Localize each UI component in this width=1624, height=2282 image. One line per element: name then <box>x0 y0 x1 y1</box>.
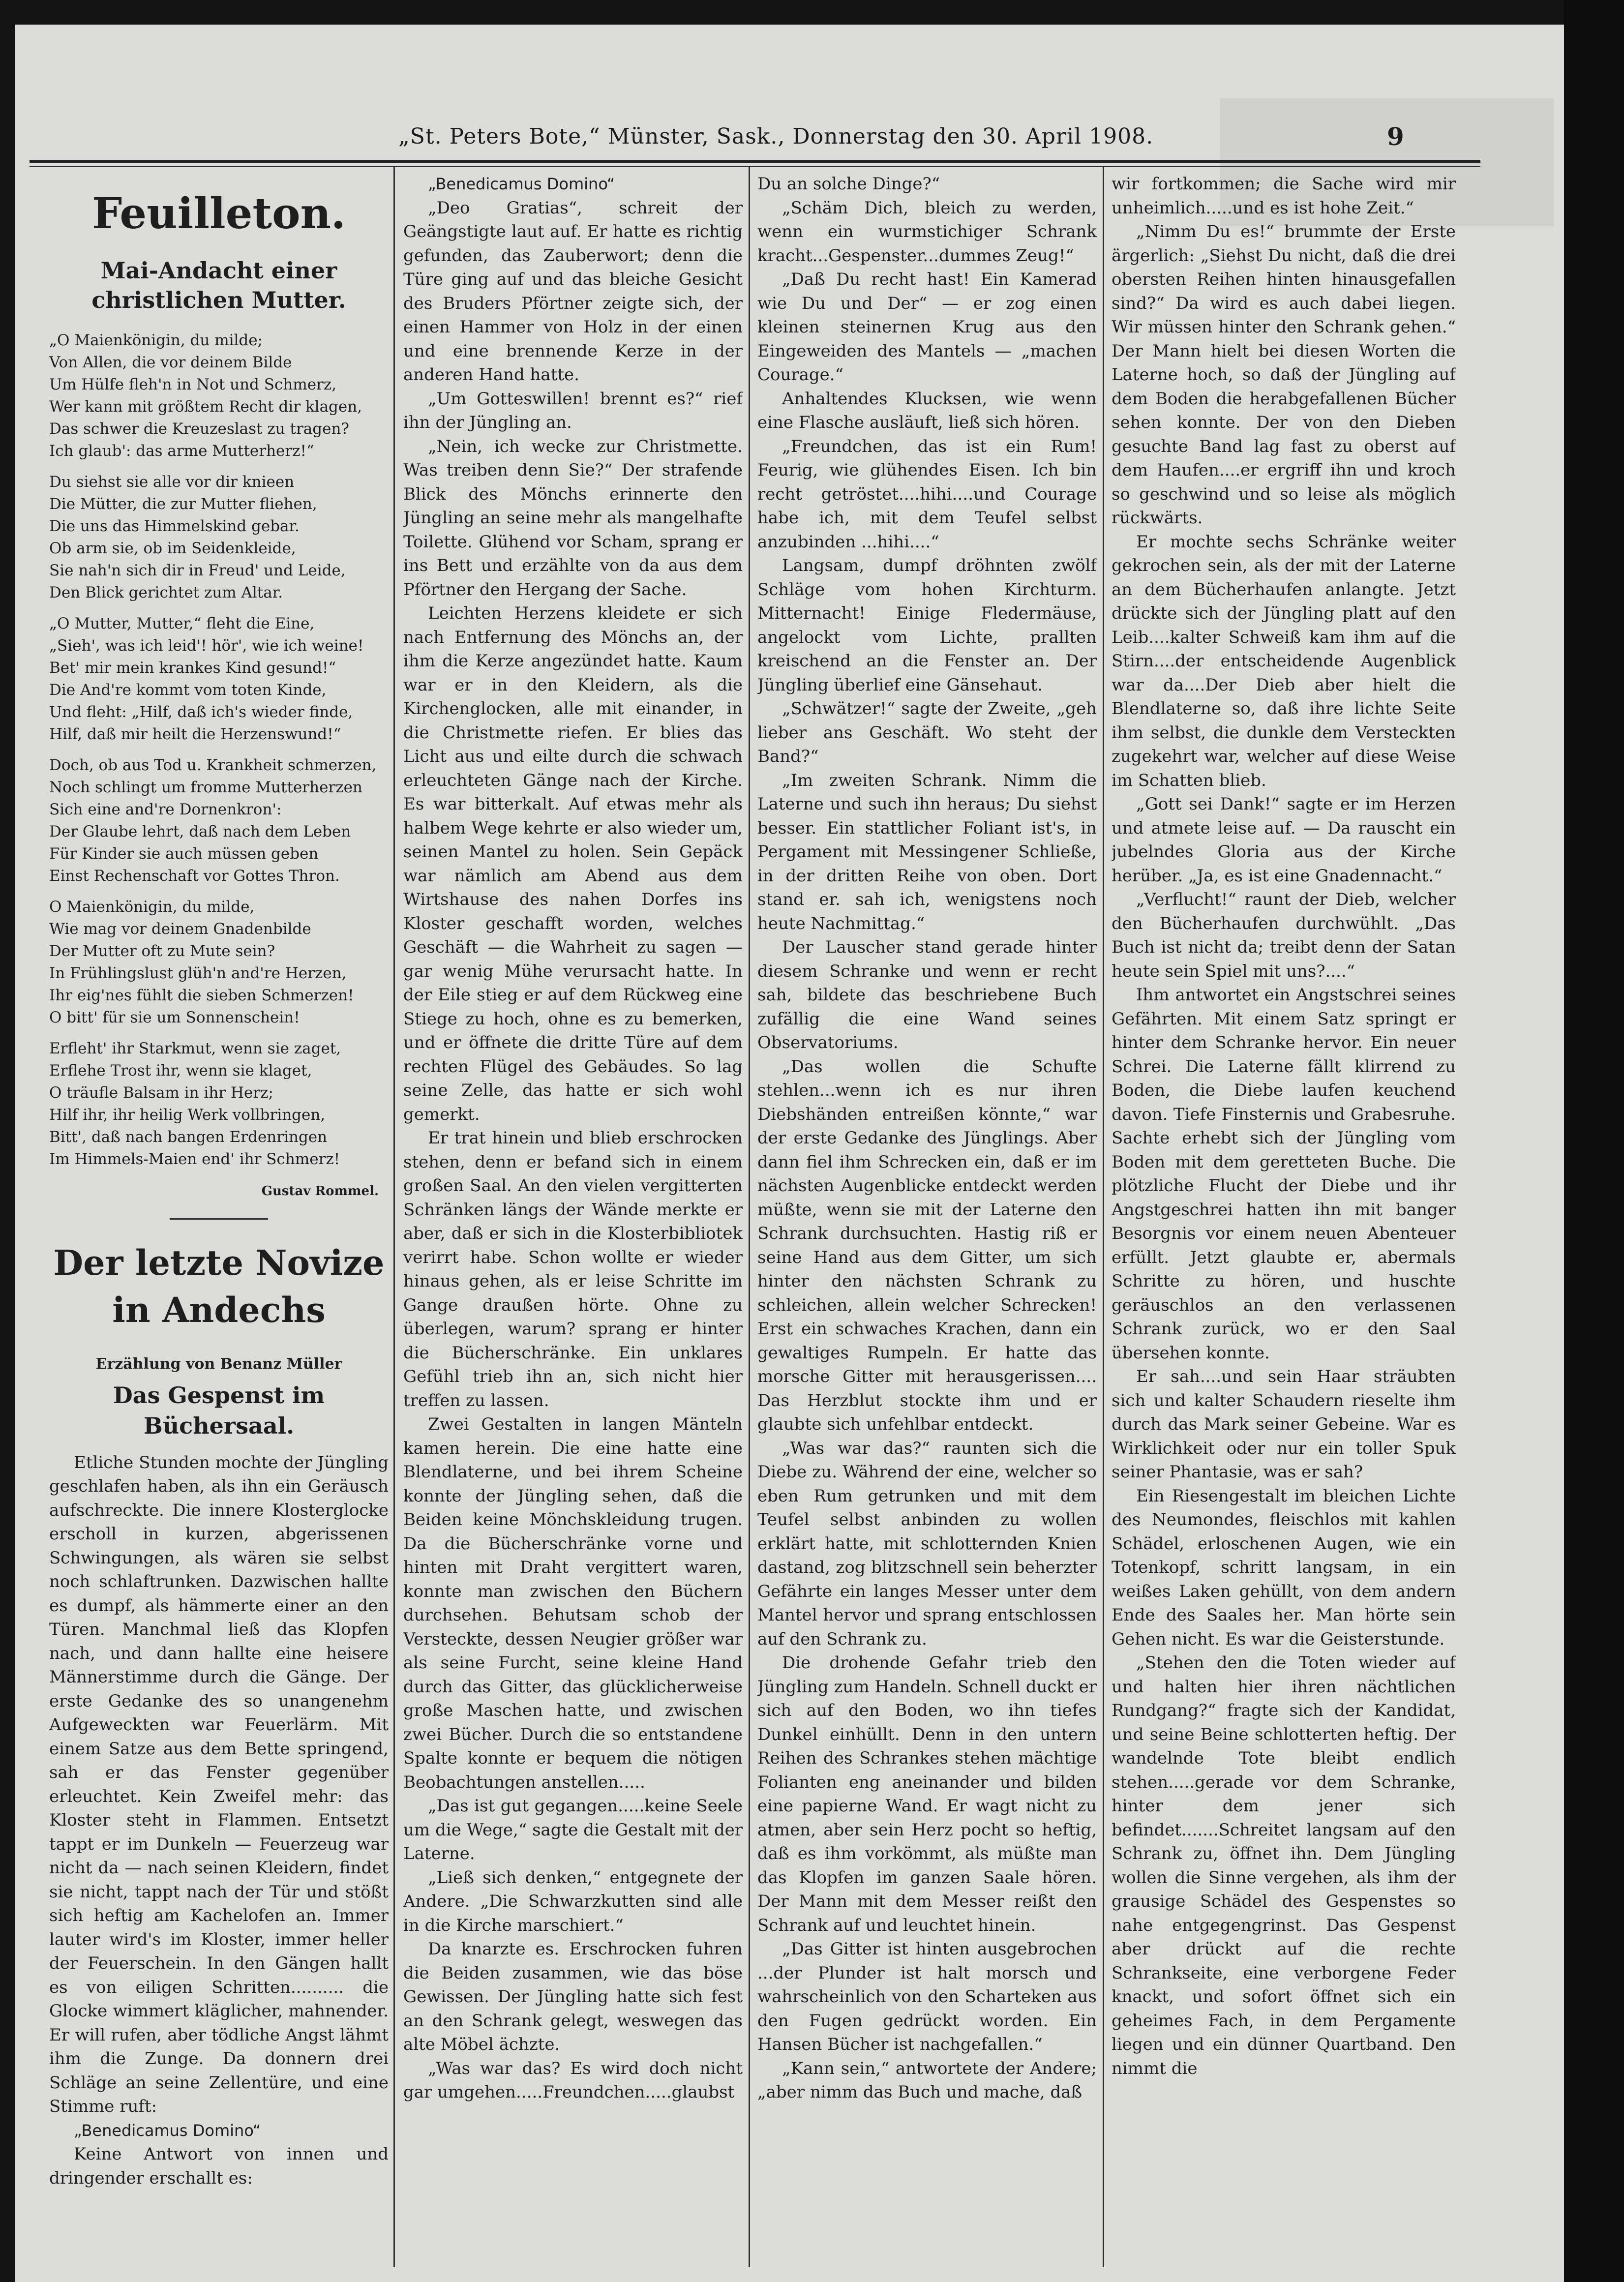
paragraph: Langsam, dumpf dröhnten zwölf Schläge vom hohen Kirchturm. Mitternacht! Einige Fledermäuse, angelockt vom Lichte, prallten kreischend an die Fenster an. Der Jüngling überlief eine Gänsehaut. <box>757 556 1097 695</box>
poem-line: Und fleht: „Hilf, daß ich's wieder finde, <box>49 703 353 721</box>
poem-stanza <box>49 754 389 887</box>
poem-line: Noch schlingt um fromme Mutterherzen <box>49 779 362 796</box>
section-divider <box>170 1218 268 1220</box>
paragraph: Der Lauscher stand gerade hinter diesem Schranke und wenn er recht sah, bildete das beschriebene Buch zufällig die eine Wand seines Observatoriums. <box>757 937 1097 1052</box>
poem-line: Sie nah'n sich dir in Freud' und Leide, <box>49 562 346 579</box>
poem-line: Ihr eig'nes fühlt die sieben Schmerzen! <box>49 987 354 1004</box>
feuilleton-heading: Feuilleton. <box>92 189 346 239</box>
poem-line: Einst Rechenschaft vor Gottes Thron. <box>49 867 340 885</box>
poem-line: Von Allen, die vor deinem Bilde <box>49 354 292 371</box>
paragraph: „Das ist gut gegangen.....keine Seele um die Wege,“ sagte die Gestalt mit der Laterne. <box>403 1796 743 1863</box>
paragraph: „Nein, ich wecke zur Christmette. Was treiben denn Sie?“ Der strafende Blick des Mönchs erinnerte den Jüngling an seine mehr als mangelhafte Toilette. Glühend vor Scham, sprang er ins Bett und erzählte von da aus dem Pförtner den Hergang der Sache. <box>403 436 743 600</box>
poem-line: Hilf, daß mir heilt die Herzenswund!“ <box>49 725 341 743</box>
paragraph: „Kann sein,“ antwortete der Andere; „aber nimm das Buch und mache, daß <box>757 2058 1097 2102</box>
column-1 <box>49 172 389 2267</box>
running-header <box>15 113 1564 157</box>
column-2 <box>403 172 743 2267</box>
poem-line: Die uns das Himmelskind gebar. <box>49 517 300 535</box>
paragraph: „Stehen den die Toten wieder auf und halten hier ihren nächtlichen Rundgang?“ fragte sich der Kandidat, und seine Beine schlotterten heftig. Der wandelnde Tote bleibt endlich stehen.....gerade vor dem Schranke, hinter dem jener sich befindet.......Schreitet langsam auf den Schrank zu, öffnet ihn. Dem Jüngling wollen die Sinne vergehen, als ihm der grausige Schädel des Gespenstes so nahe entgegengrinst. Das Gespenst aber drückt auf die rechte Schrankseite, eine verborgene Feder knackt, und sofort öffnet sich ein geheimes Fach, in dem Pergamente liegen und ein dünner Quartband. Den nimmt die <box>1112 1653 1456 2078</box>
poem-stanza <box>49 1038 389 1171</box>
poem-line: O Maienkönigin, du milde, <box>49 898 255 916</box>
column-1-text <box>49 1451 389 2191</box>
paragraph: Anhaltendes Klucksen, wie wenn eine Flasche ausläuft, ließ sich hören. <box>757 389 1097 432</box>
poem-line: Hilf ihr, ihr heilig Werk vollbringen, <box>49 1106 326 1124</box>
paragraph: „Ließ sich denken,“ entgegnete der Andere. „Die Schwarzkutten sind alle in die Kirche marschiert.“ <box>403 1867 743 1935</box>
story-title <box>49 1239 389 1334</box>
story-title-line-1: Der letzte Novize <box>53 1242 385 1283</box>
poem-line: O bitt' für sie um Sonnenschein! <box>49 1009 300 1026</box>
poem-stanza <box>49 896 389 1029</box>
paragraph: „Verflucht!“ raunt der Dieb, welcher den Bücherhaufen durchwühlt. „Das Buch ist nicht da; treibt denn der Satan heute sein Spiel mit uns?....“ <box>1112 890 1456 981</box>
poem-line: Ob arm sie, ob im Seidenkleide, <box>49 540 296 557</box>
header-text: „St. Peters Bote,“ Münster, Sask., Donnerstag den 30. April 1908. <box>398 124 1154 149</box>
paragraph: Ein Riesengestalt im bleichen Lichte des Neumondes, fleischlos mit kahlen Schädel, erloschenen Augen, wie ein Totenkopf, schritt langsam, in ein weißes Laken gehüllt, von dem andern Ende des Saales her. Man hörte sein Gehen nicht. Es war die Geisterstunde. <box>1112 1486 1456 1649</box>
paragraph: „Was war das? Es wird doch nicht gar umgehen.....Freundchen.....glaubst <box>403 2058 743 2102</box>
paragraph: Du an solche Dinge?“ <box>757 174 940 194</box>
paragraph: „Nimm Du es!“ brummte der Erste ärgerlich: „Siehst Du nicht, daß die drei obersten Reihen hinten hinausgefallen sind?“ Da wird es auch dabei liegen. Wir müssen hinter den Schrank gehen.“ Der Mann hielt bei diesen Worten die Laterne hoch, so daß der Jüngling auf dem Boden die herabgefallenen Bücher sehen konnte. Der von den Dieben gesuchte Band lag fast zu oberst auf dem Haufen....er ergriff ihn und kroch so geschwind und so leise als möglich rückwärts. <box>1112 222 1456 528</box>
poem-stanza <box>49 471 389 604</box>
paragraph: Leichten Herzens kleidete er sich nach Entfernung des Mönchs an, der ihm die Kerze angezündet hatte. Kaum war er in den Kleidern, als die Kirchenglocken, alle mit einander, in die Christmette riefen. Er blies das Licht aus und eilte durch die schwach erleuchteten Gänge nach der Kirche. Es war bitterkalt. Auf etwas mehr als halbem Wege kehrte er also wieder um, seinen Mantel zu holen. Sein Gepäck war nämlich am Abend aus dem Wirtshause des nahen Dorfes ins Kloster geschafft worden, welches Geschäft — die Wahrheit zu sagen — gar wenig Mühe verursacht hatte. In der Eile stieg er auf dem Rückweg eine Stiege zu hoch, ohne es zu bemerken, und er öffnete die dritte Türe auf dem rechten Flügel des Gebäudes. So lag seine Zelle, das hatte er sich wohl gemerkt. <box>403 603 743 1124</box>
poem-line: Erflehe Trost ihr, wenn sie klaget, <box>49 1062 312 1080</box>
header-rule <box>30 160 1480 163</box>
poem-line: Das schwer die Kreuzeslast zu tragen? <box>49 420 350 438</box>
column-rule <box>393 167 395 2267</box>
poem-author: Gustav Rommel. <box>261 1184 379 1199</box>
paragraph: „Benedicamus Domino“ <box>428 175 615 193</box>
paragraph: „Das Gitter ist hinten ausgebrochen ...der Plunder ist halt morsch und wahrscheinlich von den Scharteken aus den Fugen gedrückt worden. Ein Hansen Bücher ist nachgefallen.“ <box>757 1939 1097 2054</box>
paragraph: „Daß Du recht hast! Ein Kamerad wie Du und Der“ — er zog einen kleinen steinernen Krug aus den Eingeweiden des Mantels — „machen Courage.“ <box>757 270 1097 385</box>
poem-line: Ich glaub': das arme Mutterherz!“ <box>49 442 314 460</box>
poem-line: Wer kann mit größtem Recht dir klagen, <box>49 398 362 416</box>
poem-line: Doch, ob aus Tod u. Krankheit schmerzen, <box>49 756 377 774</box>
paragraph: „Das wollen die Schufte stehlen...wenn ich es nur ihren Diebshänden entreißen könnte,“ war der erste Gedanke des Jünglings. Aber dann fiel ihm Schrecken ein, daß er im nächsten Augenblicke entdeckt werden müßte, wenn sie mit der Laterne den Schrank durchsuchten. Hastig riß er seine Hand aus dem Gitter, um sich hinter den nächsten Schrank zu schleichen, allein welcher Schrecken! Erst ein schwaches Krachen, dann ein gewaltiges Rumpeln. Er hatte das morsche Gitter mit herausgerissen.... Das Herzblut stockte ihm und er glaubte sich unfehlbar entdeckt. <box>757 1056 1097 1434</box>
paragraph: Er sah....und sein Haar sträubten sich und kalter Schaudern rieselte ihm durch das Mark seiner Gebeine. War es Wirklichkeit oder nur ein toller Spuk seiner Phantasie, was er sah? <box>1112 1367 1456 1482</box>
poem-line: „Sieh', was ich leid'! hör', wie ich weine! <box>49 637 364 655</box>
paragraph: Zwei Gestalten in langen Mänteln kamen herein. Die eine hatte eine Blendlaterne, und bei ihrem Scheine konnte der Jüngling sehen, daß die Beiden keine Mönchskleidung trugen. Da die Bücherschränke vorne und hinten mit Draht vergittert waren, konnte man zwischen den Büchern durchsehen. Behutsam schob der Versteckte, dessen Neugier größer war als seine Furcht, seine kleine Hand durch das Gitter, das glücklicherweise große Maschen hatte, und zwischen zwei Bücher. Durch die so entstandene Spalte konnte er bequem die nötigen Beobachtungen anstellen..... <box>403 1414 743 1792</box>
poem-line: Sich eine and're Dornenkron': <box>49 801 282 818</box>
story-byline: Erzählung von Benanz Müller <box>95 1355 342 1373</box>
paragraph: Er mochte sechs Schränke weiter gekrochen sein, als der mit der Laterne an dem Bücherhaufen anlangte. Jetzt drückte sich der Jüngling platt auf den Leib....kalter Schweiß kam ihm auf die Stirn....der entscheidende Augenblick war da....Der Dieb aber hielt die Blendlaterne so, daß ihre lichte Seite ihm selbst, die dunkle dem Versteckten zugekehrt war, welcher auf diese Weise im Schatten blieb. <box>1112 532 1456 790</box>
paragraph: Er trat hinein und blieb erschrocken stehen, denn er befand sich in einem großen Saal. An den vielen vergitterten Schränken längs der Wände merkte er aber, daß er sich in die Klosterbibliotek verirrt habe. Schon wollte er wieder hinaus gehen, als er leise Schritte im Gange draußen hörte. Ohne zu überlegen, warum? sprang er hinter die Bücherschränke. Ein unklares Gefühl trieb ihn an, sich nicht hier treffen zu lassen. <box>403 1128 743 1411</box>
paragraph: „Gott sei Dank!“ sagte er im Herzen und atmete leise auf. — Da rauscht ein jubelndes Gloria aus der Kirche herüber. „Ja, es ist eine Gnadennacht.“ <box>1112 794 1456 886</box>
paragraph: Keine Antwort von innen und dringender erschallt es: <box>49 2144 389 2188</box>
paragraph: „Um Gotteswillen! brennt es?“ rief ihn der Jüngling an. <box>403 389 743 432</box>
poem-line: Die Mütter, die zur Mutter fliehen, <box>49 495 317 513</box>
paragraph: „Schwätzer!“ sagte der Zweite, „geh lieber ans Geschäft. Wo steht der Band?“ <box>757 699 1097 766</box>
poem-line: Bet' mir mein krankes Kind gesund!“ <box>49 659 336 677</box>
poem-line: „O Mutter, Mutter,“ fleht die Eine, <box>49 615 315 632</box>
poem-line: Die And're kommt vom toten Kinde, <box>49 681 327 699</box>
poem-line: Der Glaube lehrt, daß nach dem Leben <box>49 823 351 841</box>
column-rule <box>749 167 750 2267</box>
newspaper-page <box>15 25 1564 2282</box>
column-3 <box>757 172 1097 2267</box>
paragraph: Da knarzte es. Erschrocken fuhren die Beiden zusammen, wie das böse Gewissen. Der Jüngling hatte sich fest an den Schrank gelegt, weswegen das alte Möbel ächzte. <box>403 1939 743 2054</box>
chapter-title: Das Gespenst im Büchersaal. <box>113 1381 325 1439</box>
poem-title: Mai-Andacht einer christlichen Mutter. <box>91 257 346 313</box>
column-4 <box>1112 172 1456 2267</box>
poem-line: Du siehst sie alle vor dir knieen <box>49 473 295 491</box>
poem-line: Im Himmels-Maien end' ihr Schmerz! <box>49 1150 340 1168</box>
poem <box>49 330 389 1171</box>
poem-line: Für Kinder sie auch müssen geben <box>49 845 319 863</box>
header-rule-thin <box>30 166 1480 167</box>
paragraph: „Was war das?“ raunten sich die Diebe zu. Während der eine, welcher so eben Rum getrunken und mit dem Teufel selbst anbinden zu wollen erklärt hatte, mit schlotternden Knien dastand, zog blitzschnell sein beherzter Gefährte ein langes Messer unter dem Mantel hervor und sprang entschlossen auf den Schrank zu. <box>757 1438 1097 1649</box>
paragraph: „Im zweiten Schrank. Nimm die Laterne und such ihn heraus; Du siehst besser. Ein stattlicher Foliant ist's, in Pergament mit Messingener Schließe, in der dritten Reihe von oben. Dort stand er. sah ich, wenigstens noch heute Nachmittag.“ <box>757 770 1097 933</box>
paragraph: Ihm antwortet ein Angstschrei seines Gefährten. Mit einem Satz springt er hinter dem Schranke hervor. Ein neuer Schrei. Die Laterne fällt klirrend zu Boden, die Diebe laufen keuchend davon. Tiefe Finsternis und Grabesruhe. Sachte erhebt sich der Jüngling vom Boden mit dem geretteten Buche. Die plötzliche Flucht der Diebe und ihr Angstgeschrei hatten ihn mit banger Besorgnis vor einem neuen Abenteuer erfüllt. Jetzt glaubte er, abermals Schritte zu hören, und huschte geräuschlos an den verlassenen Schrank zurück, wo er den Saal übersehen konnte. <box>1112 985 1456 1363</box>
poem-stanza <box>49 330 389 462</box>
paragraph: wir fortkommen; die Sache wird mir unheimlich.....und es ist hohe Zeit.“ <box>1112 174 1456 218</box>
poem-line: Der Mutter oft zu Mute sein? <box>49 942 275 960</box>
story-title-line-2: in Andechs <box>112 1289 326 1330</box>
paragraph: „Freundchen, das ist ein Rum! Feurig, wie glühendes Eisen. Ich bin recht getröstet....hihi....und Courage habe ich, mit dem Teufel selbst anzubinden ...hihi....“ <box>757 436 1097 552</box>
poem-line: Den Blick gerichtet zum Altar. <box>49 584 283 601</box>
poem-line: „O Maienkönigin, du milde; <box>49 331 263 349</box>
poem-stanza <box>49 613 389 746</box>
column-rule <box>1103 167 1104 2267</box>
poem-line: O träufle Balsam in ihr Herz; <box>49 1084 273 1102</box>
paragraph: „Deo Gratias“, schreit der Geängstigte laut auf. Er hatte es richtig gefunden, das Zauberwort; denn die Türe ging auf und das bleiche Gesicht des Bruders Pförtner zeigte sich, der einen Hammer von Holz in der einen und eine brennende Kerze in der anderen Hand hatte. <box>403 198 743 385</box>
paragraph: Etliche Stunden mochte der Jüngling geschlafen haben, als ihn ein Geräusch aufschreckte. Die innere Klosterglocke erscholl in kurzen, abgerissenen Schwingungen, als wären sie selbst noch schlaftrunken. Dazwischen hallte es dumpf, als hämmerte einer an den Türen. Manchmal ließ das Klopfen nach, und dann hallte eine heisere Männerstimme durch die Gänge. Der erste Gedanke des so unangenehm Aufgeweckten war Feuerlärm. Mit einem Satze aus dem Bette springend, sah er das Fenster gegenüber erleuchtet. Kein Zweifel mehr: das Kloster steht in Flammen. Entsetzt tappt er im Dunkeln — Feuerzeug war nicht da — nach seinen Kleidern, findet sie nicht, tappt nach der Tür und stößt sich heftig am Kachelofen an. Immer lauter wird's im Kloster, immer heller der Feuerschein. In den Gängen hallt es von eiligen Schritten.......... die Glocke wimmert kläglicher, mahnender. Er will rufen, aber tödliche Angst lähmt ihm die Zunge. Da donnern drei Schläge an seine Zellentüre, und eine Stimme ruft: <box>49 1452 389 2116</box>
paragraph: „Schäm Dich, bleich zu werden, wenn ein wurmstichiger Schrank kracht...Gespenster...dummes Zeug!“ <box>757 198 1097 266</box>
paragraph: Die drohende Gefahr trieb den Jüngling zum Handeln. Schnell duckt er sich auf den Boden, wo ihn tiefes Dunkel einhüllt. Denn in den untern Reihen des Schrankes stehen mächtige Folianten eng aneinander und bilden eine papierne Wand. Er wagt nicht zu atmen, aber sein Herz pocht so heftig, daß es ihm vorkömmt, als müßte man das Klopfen im ganzen Saale hören. Der Mann mit dem Messer reißt den Schrank auf und leuchtet hinein. <box>757 1653 1097 1935</box>
poem-line: Wie mag vor deinem Gnadenbilde <box>49 920 311 938</box>
poem-line: In Frühlingslust glüh'n and're Herzen, <box>49 964 347 982</box>
scan-edge <box>1564 0 1624 2282</box>
poem-line: Erfleht' ihr Starkmut, wenn sie zaget, <box>49 1040 341 1057</box>
poem-line: Um Hülfe fleh'n in Not und Schmerz, <box>49 376 337 393</box>
paragraph: „Benedicamus Domino“ <box>74 2121 261 2140</box>
poem-line: Bitt', daß nach bangen Erdenringen <box>49 1128 328 1146</box>
page-number: 9 <box>1387 122 1404 151</box>
